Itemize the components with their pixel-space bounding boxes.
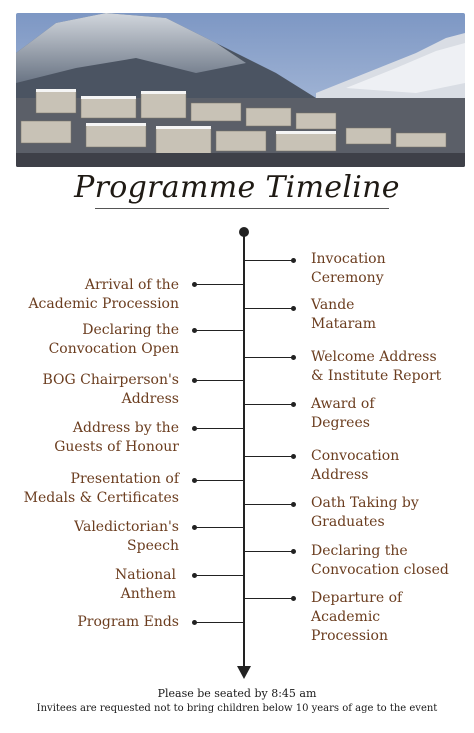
event-departure-procession: Departure of Academic Procession [311, 590, 403, 644]
event-bog-address: BOG Chairperson's Address [42, 372, 179, 407]
event-valedictorian-speech: Valedictorian's Speech [74, 519, 179, 554]
timeline-connector [244, 404, 294, 405]
timeline-connector [194, 330, 244, 331]
event-vande-mataram: Vande Mataram [311, 297, 376, 332]
event-medals-presentation: Presentation of Medals & Certificates [23, 471, 179, 506]
timeline-connector [244, 260, 294, 261]
timeline-connector [194, 622, 244, 623]
timeline-connector [244, 308, 294, 309]
timeline-connector [244, 598, 294, 599]
event-convocation-open: Declaring the Convocation Open [48, 322, 179, 357]
timeline-connector [194, 527, 244, 528]
timeline-axis [243, 232, 245, 668]
mountain-campus-illustration [16, 13, 465, 167]
event-arrival-procession: Arrival of the Academic Procession [28, 277, 179, 312]
page-title: Programme Timeline [74, 170, 400, 205]
event-program-ends: Program Ends [77, 614, 179, 630]
event-welcome-address: Welcome Address & Institute Report [311, 349, 442, 384]
event-award-degrees: Award of Degrees [311, 396, 375, 431]
children-note: Invitees are requested not to bring children below 10 years of age to the event [36, 703, 438, 714]
event-convocation-closed: Declaring the Convocation closed [311, 543, 449, 578]
event-convocation-address: Convocation Address [311, 448, 400, 483]
timeline-connector [194, 380, 244, 381]
timeline-connector [244, 551, 294, 552]
seating-note: Please be seated by 8:45 am [157, 687, 317, 700]
timeline-connector [244, 357, 294, 358]
timeline-connector [194, 575, 244, 576]
event-national-anthem: National Anthem [115, 567, 176, 602]
event-invocation: Invocation Ceremony [311, 251, 386, 286]
timeline-connector [244, 456, 294, 457]
event-guests-address: Address by the Guests of Honour [54, 420, 179, 455]
campus-banner-image [16, 13, 465, 167]
timeline-connector [194, 428, 244, 429]
timeline-arrow-icon [237, 666, 251, 679]
timeline-connector [194, 480, 244, 481]
timeline-connector [244, 504, 294, 505]
title-underline [95, 208, 389, 209]
timeline-connector [194, 284, 244, 285]
event-oath-taking: Oath Taking by Graduates [311, 495, 419, 530]
